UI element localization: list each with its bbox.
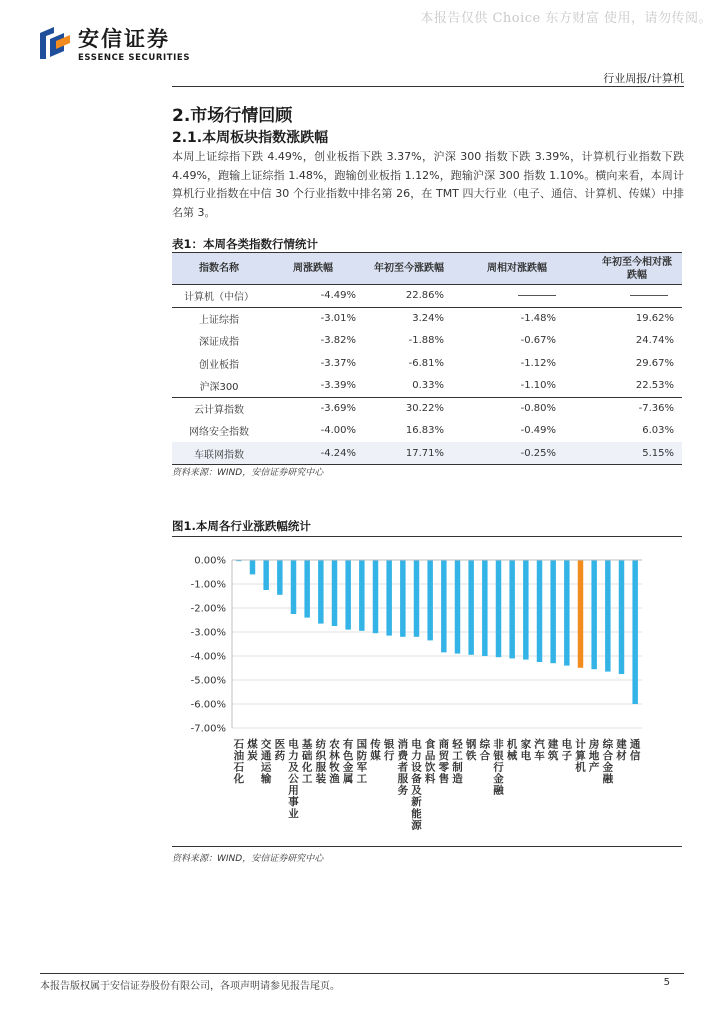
y-tick-label: -2.00% — [190, 603, 226, 615]
bar — [277, 560, 282, 595]
table-cell: -1.10% — [520, 380, 556, 391]
y-tick-label: -1.00% — [190, 579, 226, 591]
bar — [564, 560, 569, 666]
x-tick-label: 综合金融 — [602, 738, 614, 786]
table-row — [172, 307, 682, 330]
table-cell: -0.80% — [474, 397, 578, 420]
x-tick-label: 商贸零售 — [438, 738, 450, 786]
bar — [373, 560, 378, 633]
bar — [427, 560, 432, 640]
table-cell: 深证成指 — [199, 337, 239, 349]
x-tick-label: 交通运输 — [260, 738, 272, 786]
x-tick-label: 非银行金融 — [493, 738, 504, 797]
company-logo — [40, 27, 190, 63]
section-title: 2.市场行情回顾 — [172, 106, 293, 126]
index-stats-table — [172, 252, 682, 465]
table-cell: -3.69% — [266, 397, 370, 420]
table-row — [172, 397, 682, 420]
table-cell: 网络安全指数 — [189, 427, 249, 439]
y-tick-label: 0.00% — [194, 555, 226, 567]
table-cell: 车联网指数 — [172, 442, 266, 465]
bar — [263, 560, 268, 590]
table-header: 年初至今涨跌幅 — [370, 253, 474, 285]
table-header: 周相对涨跌幅 — [474, 253, 578, 285]
dash-mark — [518, 295, 556, 296]
industry-bar-chart — [172, 538, 682, 848]
table-header: 指数名称 — [172, 253, 266, 285]
bar — [455, 560, 460, 654]
table-cell: -1.48% — [474, 307, 578, 330]
y-tick-label: -4.00% — [190, 651, 226, 663]
table-cell: 计算机（中信） — [184, 292, 254, 304]
table-cell: -4.24% — [266, 442, 370, 465]
table-cell — [578, 285, 682, 308]
x-tick-label: 基础化工 — [301, 738, 313, 786]
dash-mark — [630, 295, 668, 296]
bar — [496, 560, 501, 657]
x-tick-label: 煤炭 — [247, 738, 258, 762]
table-cell: -3.01% — [266, 307, 370, 330]
bar — [591, 560, 596, 669]
x-tick-label: 农林牧渔 — [329, 738, 340, 786]
x-tick-label: 食品饮料 — [424, 738, 436, 786]
bar — [359, 560, 364, 631]
chart-bottom-rule — [172, 846, 682, 847]
bar — [468, 560, 473, 655]
x-tick-label: 医药 — [274, 738, 286, 762]
table-cell: 24.74% — [635, 335, 674, 347]
bar — [414, 560, 419, 637]
x-tick-label: 电力及公用事业 — [288, 738, 299, 820]
page-number: 5 — [663, 977, 670, 988]
bar — [345, 560, 350, 630]
x-tick-label: 电力设备及新能源 — [411, 738, 422, 832]
table-cell: 3.24% — [370, 307, 474, 330]
table-row — [172, 375, 682, 398]
table-row — [172, 442, 682, 465]
chart-source: 资料来源：WIND，安信证券研究中心 — [172, 854, 324, 864]
logo-mark-icon — [40, 27, 70, 59]
table-cell: 29.67% — [635, 357, 674, 369]
table-cell: -4.49% — [320, 290, 356, 302]
table-cell: -3.39% — [320, 380, 356, 391]
table-cell: -0.49% — [520, 425, 556, 437]
logo-text-en: ESSENCE SECURITIES — [78, 53, 191, 63]
table-cell: 16.83% — [405, 425, 444, 437]
table-cell: -0.25% — [474, 442, 578, 465]
table-cell: 创业板指 — [199, 359, 239, 371]
x-tick-label: 计算机 — [575, 738, 586, 774]
x-tick-label: 通信 — [629, 738, 641, 762]
bar — [482, 560, 487, 656]
table-header: 周涨跌幅 — [266, 253, 370, 285]
x-tick-label: 石油石化 — [233, 738, 245, 786]
bar — [632, 560, 637, 704]
table-cell: 5.15% — [578, 442, 682, 465]
table-caption: 表1：本周各类指数行情统计 — [172, 237, 319, 251]
table-cell: 19.62% — [578, 307, 682, 330]
report-type: 行业周报/计算机 — [603, 72, 684, 85]
table-cell: 上证综指 — [172, 307, 266, 330]
table-cell: 沪深300 — [199, 382, 239, 393]
footer-divider — [40, 973, 684, 974]
table-cell: 22.53% — [635, 380, 674, 391]
bar — [318, 560, 323, 624]
table-source: 资料来源：WIND，安信证券研究中心 — [172, 468, 324, 478]
bar — [400, 560, 405, 637]
table-cell: 云计算指数 — [172, 397, 266, 420]
table-cell: -0.67% — [520, 335, 556, 347]
logo-text-cn: 安信证券 — [78, 27, 170, 51]
table-row — [172, 285, 682, 308]
table-row — [172, 420, 682, 443]
bar — [250, 560, 255, 574]
table-cell: -3.82% — [320, 335, 356, 347]
table-cell: -3.37% — [320, 357, 356, 369]
table-cell: -1.12% — [520, 357, 556, 369]
bar — [523, 560, 528, 660]
bar — [332, 560, 337, 626]
table-header-row — [172, 253, 682, 285]
y-tick-label: -7.00% — [190, 723, 226, 735]
section-paragraph: 本周上证综指下跌 4.49%，创业板指下跌 3.37%，沪深 300 指数下跌 3.39%，计算机行业指数下跌 4.49%，跑输上证综指 1.48%，跑输创业板指 1.12%，跑输沪深 300 指数 1.10%。横向来看，本周计算机行业指数在中信 30 个行业指数中排名第 26，在 TMT 四大行业（电子、通信、计算机、传媒）中排名第 3。 — [172, 150, 684, 219]
bar — [441, 560, 446, 652]
table-row — [172, 330, 682, 353]
table-cell: 17.71% — [370, 442, 474, 465]
x-tick-label: 纺织服装 — [315, 738, 327, 786]
bar — [619, 560, 624, 674]
table-cell — [474, 285, 578, 308]
table-cell: -4.00% — [320, 425, 356, 437]
table-cell: 0.33% — [412, 380, 444, 391]
table-row — [172, 352, 682, 375]
x-tick-label: 有色金属 — [342, 738, 354, 786]
x-tick-label: 机械 — [506, 738, 518, 762]
x-tick-label: 电子 — [561, 738, 573, 762]
x-tick-label: 银行 — [383, 738, 395, 762]
footer-disclaimer: 本报告版权属于安信证券股份有限公司，各项声明请参见报告尾页。 — [40, 981, 340, 992]
header-divider — [172, 86, 684, 87]
bar — [304, 560, 309, 618]
x-tick-label: 建筑 — [547, 738, 559, 762]
y-tick-label: -5.00% — [190, 675, 226, 687]
table-cell: 6.03% — [642, 425, 674, 437]
bar — [509, 560, 514, 658]
bar — [386, 560, 391, 636]
bar — [578, 560, 583, 668]
y-tick-label: -3.00% — [190, 627, 226, 639]
x-tick-label: 家电 — [520, 738, 532, 762]
bar — [605, 560, 610, 672]
x-tick-label: 建材 — [616, 738, 627, 762]
watermark: 本报告仅供 Choice 东方财富 使用，请勿传阅。 — [420, 11, 712, 26]
x-tick-label: 传媒 — [370, 738, 381, 762]
table-cell: 22.86% — [405, 290, 444, 302]
table-header: 年初至今相对涨跌幅 — [578, 253, 682, 285]
table-cell: 30.22% — [370, 397, 474, 420]
y-tick-label: -6.00% — [190, 699, 226, 711]
bar — [291, 560, 296, 614]
bar — [537, 560, 542, 662]
chart-caption: 图1.本周各行业涨跌幅统计 — [172, 519, 311, 533]
bar — [550, 560, 555, 663]
chart-top-rule — [172, 536, 682, 537]
bar-chart-svg — [172, 538, 682, 844]
x-tick-label: 汽车 — [534, 738, 545, 762]
x-tick-label: 消费者服务 — [397, 738, 409, 797]
x-tick-label: 综合 — [479, 738, 491, 762]
table-cell: -6.81% — [408, 357, 444, 369]
x-tick-label: 国防军工 — [356, 738, 368, 786]
x-tick-label: 轻工制造 — [452, 738, 463, 786]
x-tick-label: 房地产 — [588, 738, 600, 774]
table-cell: -7.36% — [578, 397, 682, 420]
x-tick-label: 钢铁 — [465, 738, 477, 762]
section-subtitle: 2.1.本周板块指数涨跌幅 — [172, 130, 329, 146]
table-cell: -1.88% — [408, 335, 444, 347]
